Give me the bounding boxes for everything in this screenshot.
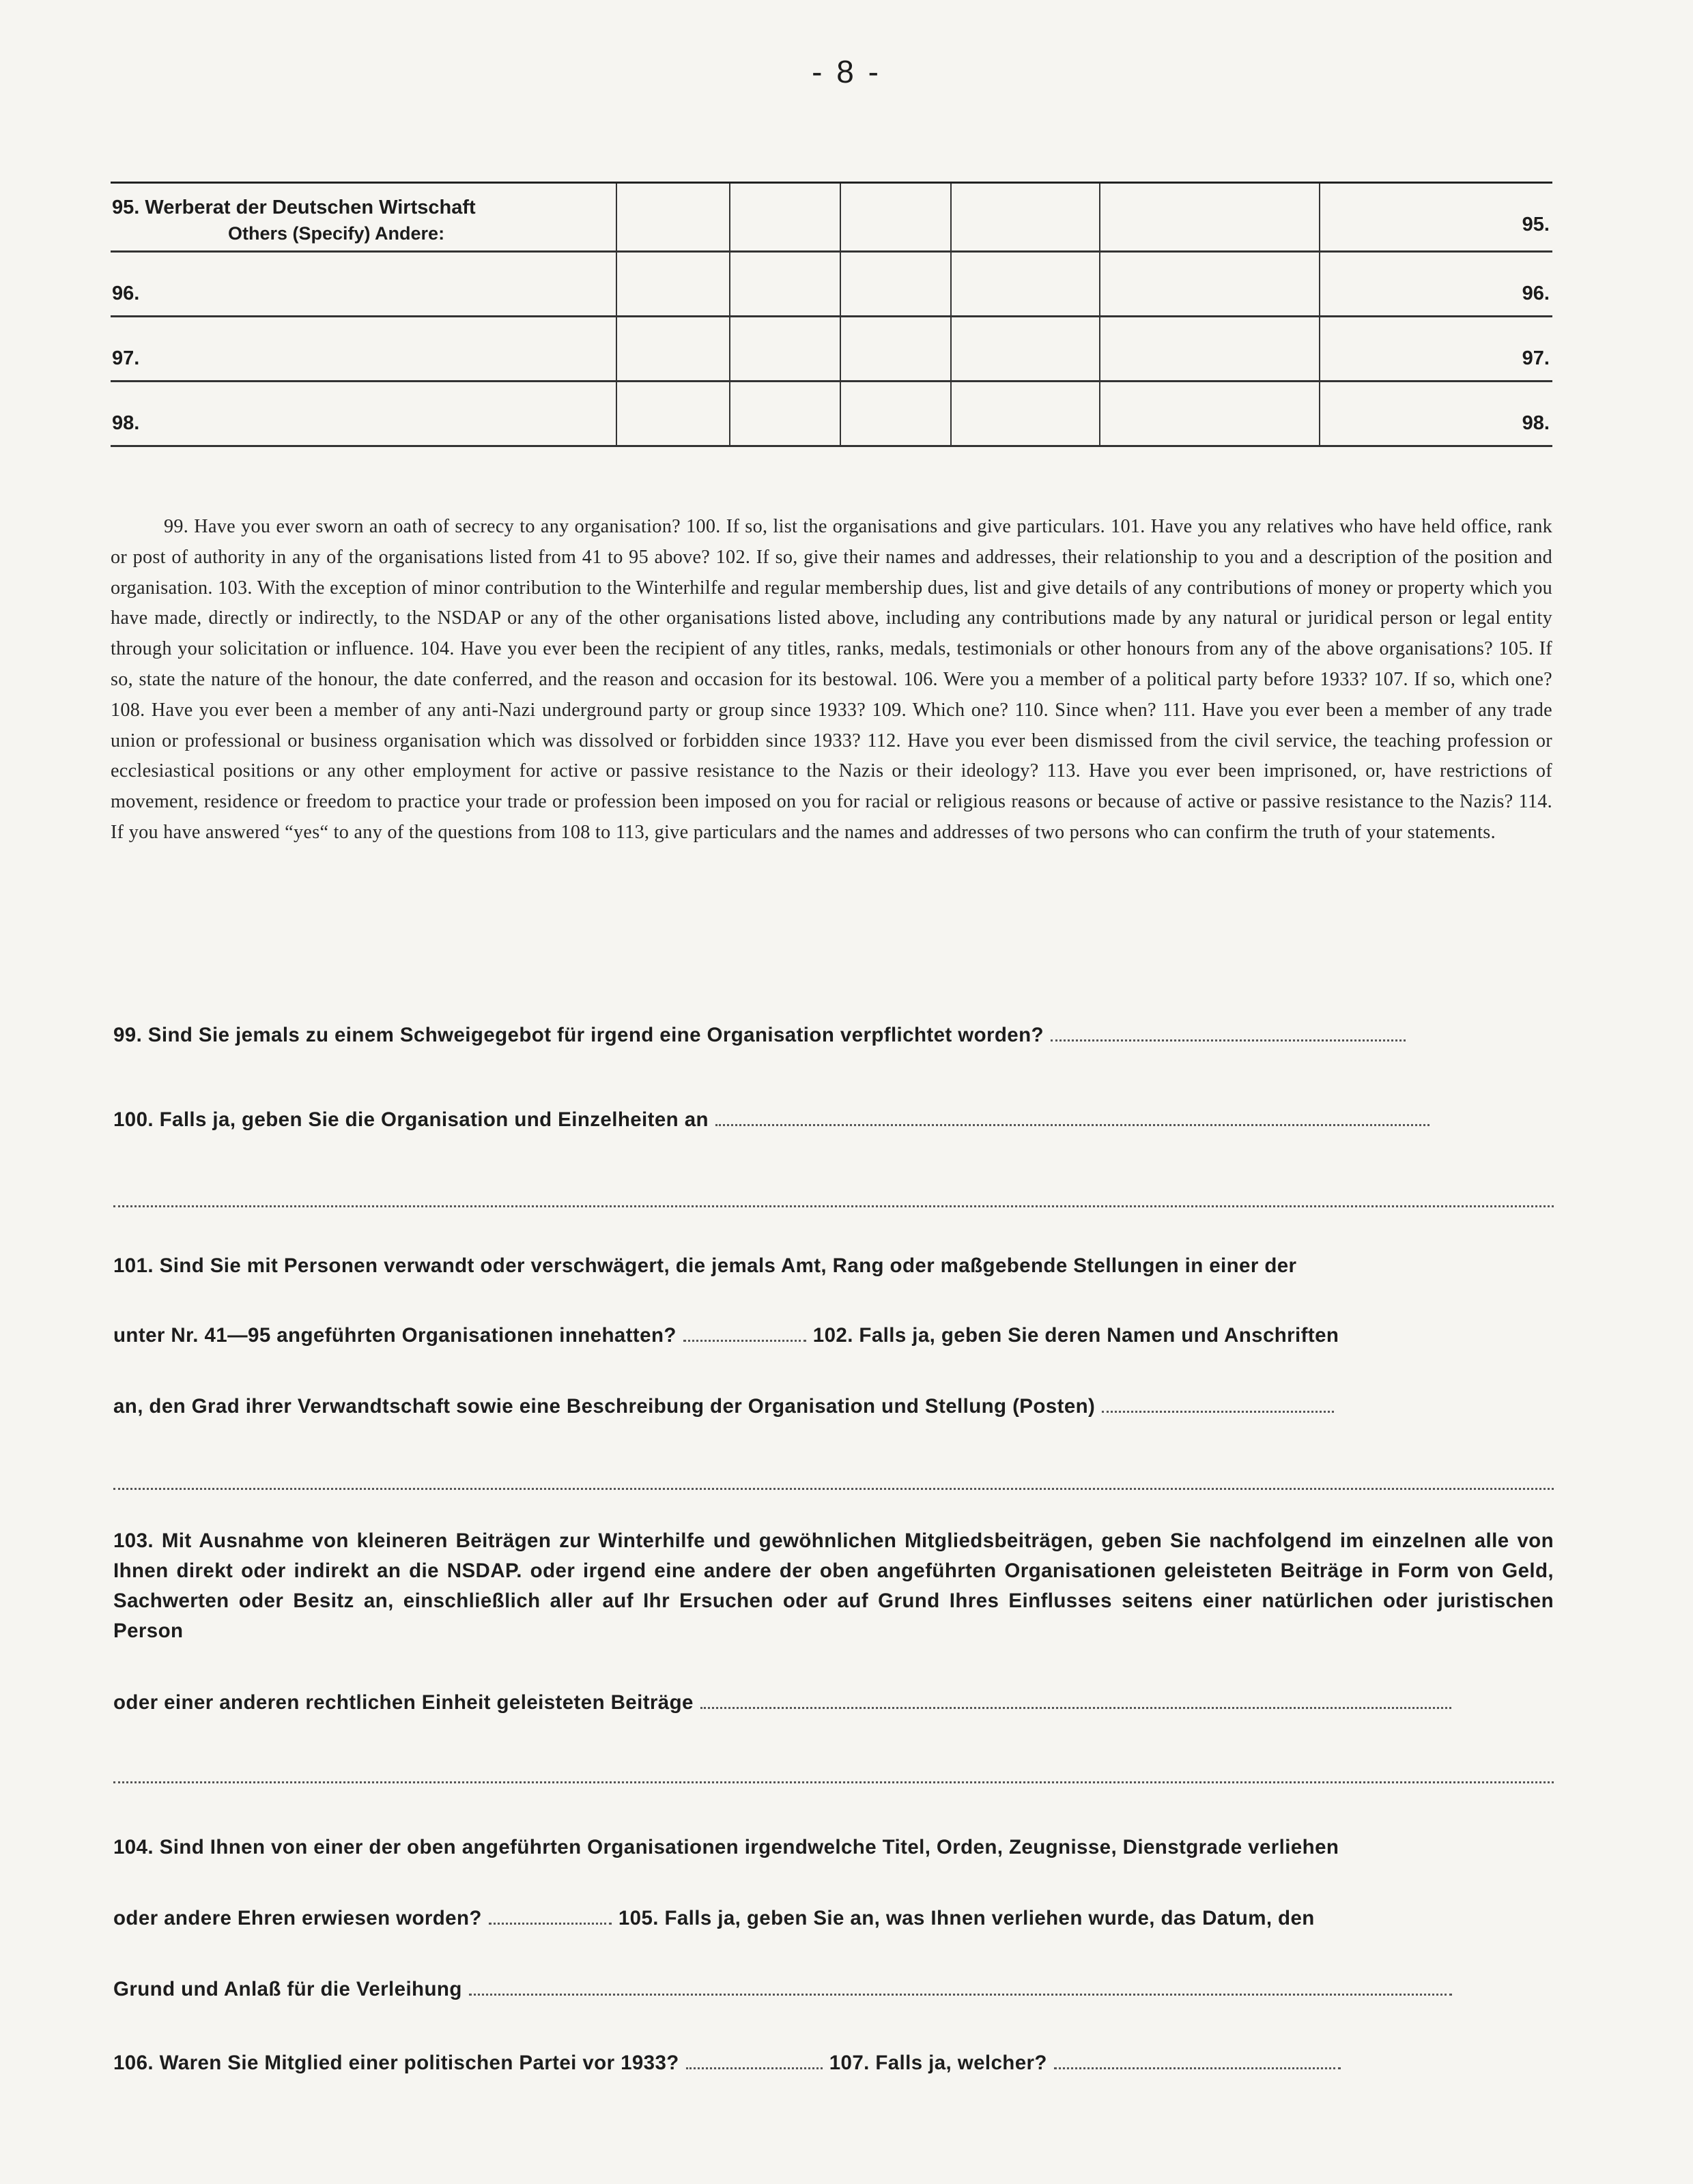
- answer-field-105[interactable]: [469, 1994, 1452, 1996]
- column-divider: [729, 253, 730, 315]
- question-103-end: [113, 1691, 1554, 1714]
- question-106-107: [113, 2052, 1554, 2075]
- question-104-105: [113, 1907, 1554, 1930]
- column-divider: [840, 253, 841, 315]
- column-divider: [950, 253, 952, 315]
- column-divider: [1319, 253, 1320, 315]
- question-101: [113, 1254, 1554, 1278]
- answer-line-100[interactable]: [113, 1205, 1554, 1207]
- question-105-text-cont: Grund und Anlaß für die Verleihung: [113, 1978, 462, 2000]
- english-paragraph: 99. Have you ever sworn an oath of secrecy to any organisation? 100. If so, list the organisations and give particulars. 101. Have you any relatives who have held office, rank or post of authority in any of the organisations listed from 41 to 95 above? 102. If so, give their names and addresses, their relationship to you and a description of the position and organisation. 103. With the exception of minor contribution to the Winterhilfe and regular membership dues, list and give details of any contributions of money or property which you have made, directly or indirectly, to the NSDAP or any of the other organisations listed above, including any contributions made by any natural or juridical person or legal entity through your solicitation or influence. 104. Have you ever been the recipient of any titles, ranks, medals, testimonials or other honours from any of the above organisations? 105. If so, state the nature of the honour, the date conferred, and the reason and occasion for its bestowal. 106. Were you a member of a political party before 1933? 107. If so, which one? 108. Have you ever been a member of any anti-Nazi underground party or group since 1933? 109. Which one? 110. Since when? 111. Have you ever been a member of any trade union or professional or business organisation which was dissolved or forbidden since 1933? 112. Have you ever been dismissed from the civil service, the teaching profession or ecclesiastical positions or any other employment for active or passive resistance to the Nazis or their ideology? 113. Have you ever been imprisoned, or, have restrictions of movement, residence or freedom to practice your trade or profession been imposed on you for racial or religious reasons or because of active or passive resistance to the Nazis? 114. If you have answered “yes“ to any of the questions from 108 to 113, give particulars and the names and addresses of two persons who can confirm the truth of your statements.: [111, 516, 1552, 843]
- page-number: - 8 -: [812, 54, 881, 89]
- row-number-right: 96.: [1522, 283, 1550, 304]
- table-row: [111, 382, 1552, 447]
- row-label: [112, 195, 476, 246]
- column-divider: [616, 317, 617, 380]
- column-divider: [840, 382, 841, 445]
- question-100: [113, 1108, 1554, 1132]
- question-101-102: [113, 1324, 1554, 1347]
- answer-field-102[interactable]: [1102, 1411, 1334, 1413]
- question-105-cont: [113, 1978, 1554, 2001]
- question-100-text: 100. Falls ja, geben Sie die Organisation und Einzelheiten an: [113, 1108, 709, 1131]
- column-divider: [1319, 317, 1320, 380]
- answer-field-106[interactable]: [686, 2067, 823, 2069]
- row-label: 97.: [112, 347, 140, 369]
- question-103-text: 103. Mit Ausnahme von kleineren Beiträgen zur Winterhilfe und gewöhnlichen Mitgliedsbeiträgen, geben Sie nachfolgend im einzelnen alle von Ihnen direkt oder indirekt an die NSDAP. oder irgend eine andere der oben angeführten Organisationen geleisteten Beiträge in Form von Geld, Sachwerten oder Besitz an, einschließlich aller auf Ihr Ersuchen oder auf Grund Ihres Einflusses seitens einer natürlichen oder juristischen Person: [113, 1529, 1554, 1642]
- table-row: [111, 317, 1552, 382]
- column-divider: [1099, 253, 1100, 315]
- answer-field-104[interactable]: [489, 1923, 612, 1925]
- answer-line-103[interactable]: [113, 1781, 1554, 1783]
- question-103: [113, 1526, 1554, 1646]
- column-divider: [840, 184, 841, 250]
- table-row: [111, 184, 1552, 253]
- column-divider: [729, 382, 730, 445]
- english-instructions: [111, 512, 1552, 848]
- organisation-table: [111, 182, 1552, 447]
- question-103-text-cont: oder einer anderen rechtlichen Einheit geleisteten Beiträge: [113, 1691, 694, 1714]
- column-divider: [616, 253, 617, 315]
- column-divider: [1099, 382, 1100, 445]
- column-divider: [1319, 184, 1320, 250]
- question-99: [113, 1024, 1554, 1047]
- row-number-right: 97.: [1522, 347, 1550, 369]
- row-label-main: 95. Werberat der Deutschen Wirtschaft: [112, 197, 476, 218]
- question-104-text-cont: oder andere Ehren erwiesen worden?: [113, 1907, 482, 1929]
- question-101-text: 101. Sind Sie mit Personen verwandt oder verschwägert, die jemals Amt, Rang oder maßgebende Stellungen in einer der: [113, 1254, 1297, 1277]
- question-104-text: 104. Sind Ihnen von einer der oben angeführten Organisationen irgendwelche Titel, Orden, Zeugnisse, Dienstgrade verliehen: [113, 1836, 1339, 1858]
- row-number-right: 98.: [1522, 412, 1550, 434]
- answer-field-100[interactable]: [715, 1124, 1429, 1126]
- row-label: 98.: [112, 412, 140, 434]
- question-105-text: 105. Falls ja, geben Sie an, was Ihnen verliehen wurde, das Datum, den: [618, 1907, 1315, 1929]
- row-number-right: 95.: [1522, 214, 1550, 235]
- column-divider: [950, 382, 952, 445]
- column-divider: [950, 184, 952, 250]
- question-99-text: 99. Sind Sie jemals zu einem Schweigegebot für irgend eine Organisation verpflichtet worden?: [113, 1024, 1044, 1046]
- answer-field-103[interactable]: [700, 1707, 1451, 1709]
- column-divider: [729, 184, 730, 250]
- answer-line-102[interactable]: [113, 1488, 1554, 1490]
- question-102-cont: [113, 1395, 1554, 1418]
- question-102-text: 102. Falls ja, geben Sie deren Namen und Anschriften: [812, 1324, 1339, 1347]
- answer-field-101[interactable]: [683, 1340, 806, 1342]
- question-107-text: 107. Falls ja, welcher?: [829, 2052, 1047, 2074]
- row-sublabel: Others (Specify) Andere:: [228, 223, 445, 244]
- column-divider: [950, 317, 952, 380]
- column-divider: [1319, 382, 1320, 445]
- question-104: [113, 1836, 1554, 1859]
- column-divider: [840, 317, 841, 380]
- question-106-text: 106. Waren Sie Mitglied einer politischen Partei vor 1933?: [113, 2052, 679, 2074]
- column-divider: [1099, 317, 1100, 380]
- answer-field-107[interactable]: [1054, 2067, 1341, 2069]
- question-102-text-cont: an, den Grad ihrer Verwandtschaft sowie eine Beschreibung der Organisation und Stellung (Posten): [113, 1395, 1096, 1418]
- question-101-text-cont: unter Nr. 41—95 angeführten Organisationen innehatten?: [113, 1324, 677, 1347]
- answer-field-99[interactable]: [1051, 1039, 1406, 1041]
- table-row: [111, 253, 1552, 317]
- column-divider: [616, 382, 617, 445]
- column-divider: [1099, 184, 1100, 250]
- column-divider: [729, 317, 730, 380]
- column-divider: [616, 184, 617, 250]
- row-label: 96.: [112, 283, 140, 304]
